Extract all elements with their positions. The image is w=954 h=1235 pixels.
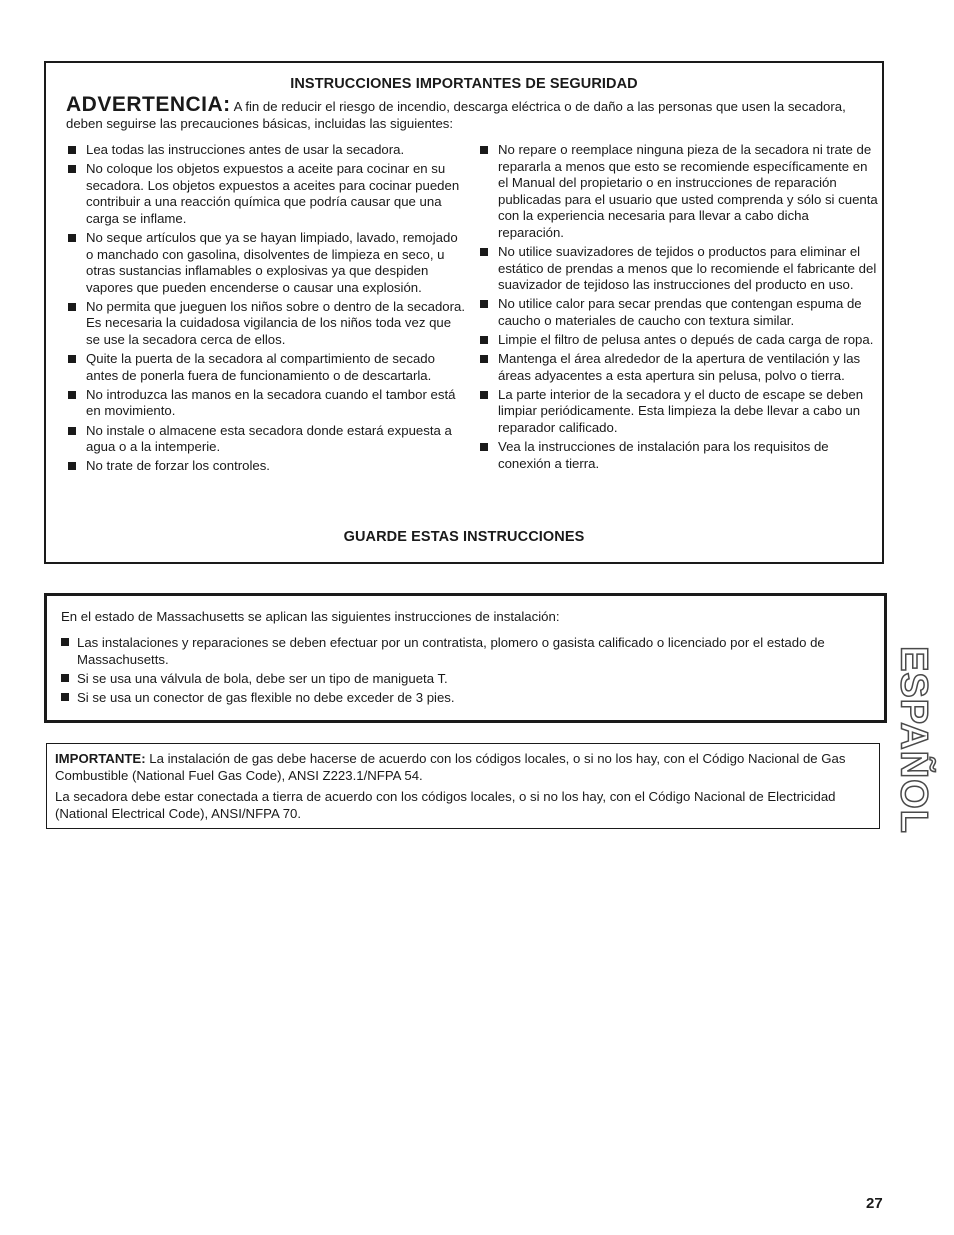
important-label: IMPORTANTE:	[55, 751, 146, 766]
list-item: Lea todas las instrucciones antes de usar la secadora.	[66, 142, 466, 159]
warning-paragraph	[66, 93, 866, 132]
list-item: Quite la puerta de la secadora al compartimiento de secado antes de ponerla fuera de funcionamiento o de descartarla.	[66, 351, 466, 384]
important-gas-text: La instalación de gas debe hacerse de acuerdo con los códigos locales, o si no los hay, con el Código Nacional de Gas Combustible (National Fuel Gas Code), ANSI Z223.1/NFPA 54.	[55, 751, 846, 783]
list-item: Limpie el filtro de pelusa antes o depués de cada carga de ropa.	[478, 332, 878, 349]
massachusetts-intro: En el estado de Massachusetts se aplican las siguientes instrucciones de instalación:	[61, 609, 560, 624]
page-number: 27	[866, 1195, 883, 1212]
important-box	[46, 743, 880, 829]
list-item: Mantenga el área alrededor de la apertura de ventilación y las áreas adyacentes a esta apertura sin pelusa, polvo o tierra.	[478, 351, 878, 384]
save-instructions-title: GUARDE ESTAS INSTRUCCIONES	[343, 529, 585, 545]
important-paragraph-gas	[55, 750, 870, 784]
safety-instructions-box	[44, 61, 884, 564]
important-paragraph-electric: La secadora debe estar conectada a tierra de acuerdo con los códigos locales, o si no los hay, con el Código Nacional de Electricidad (National Electrical Code), ANSI/NFPA 70.	[55, 789, 836, 821]
language-side-text: ESPAÑOL	[892, 646, 935, 834]
list-item: Las instalaciones y reparaciones se deben efectuar por un contratista, plomero o gasista calificado o licenciado por el estado de Massachusetts.	[61, 634, 871, 668]
warning-label: ADVERTENCIA:	[66, 93, 231, 116]
list-item: No introduzca las manos en la secadora cuando el tambor está en movimiento.	[66, 387, 466, 420]
list-item: No utilice calor para secar prendas que contengan espuma de caucho o materiales de caucho con textura similar.	[478, 296, 878, 329]
massachusetts-box	[44, 593, 887, 723]
safety-title: INSTRUCCIONES IMPORTANTES DE SEGURIDAD	[290, 76, 638, 92]
list-item: No coloque los objetos expuestos a aceite para cocinar en su secadora. Los objetos expuestos a aceites para cocinar pueden contribuir a una reacción química que podría causar que una carga se inflame.	[66, 161, 466, 227]
language-side-label	[893, 645, 933, 835]
warning-text: A fin de reducir el riesgo de incendio, descarga eléctrica o de daño a las personas que usen la secadora, deben seguirse las precauciones básicas, incluidas las siguientes:	[66, 99, 846, 131]
precautions-list-left	[66, 142, 466, 477]
precautions-list-right	[478, 142, 878, 475]
list-item: No instale o almacene esta secadora donde estará expuesta a agua o a la intemperie.	[66, 423, 466, 456]
list-item: No trate de forzar los controles.	[66, 458, 466, 475]
list-item: No repare o reemplace ninguna pieza de la secadora ni trate de repararla a menos que esto se recomiende específicamente en el Manual del propietario o en instrucciones de reparación publicadas para el usuario que usted comprenda y sólo si cuenta con la experiencia necesaria para llevar a cabo dicha reparación.	[478, 142, 878, 242]
list-item: Si se usa una válvula de bola, debe ser un tipo de manigueta T.	[61, 670, 871, 687]
list-item: La parte interior de la secadora y el ducto de escape se deben limpiar periódicamente. Esta limpieza la debe llevar a cabo un reparador calificado.	[478, 387, 878, 437]
massachusetts-list	[61, 634, 871, 708]
list-item: No utilice suavizadores de tejidos o productos para eliminar el estático de prendas a menos que lo recomiende el fabricante del suavizador de tejidoso las instrucciones del producto en uso.	[478, 244, 878, 294]
list-item: No permita que jueguen los niños sobre o dentro de la secadora. Es necesaria la cuidadosa vigilancia de los niños toda vez que se use la secadora cerca de ellos.	[66, 299, 466, 349]
list-item: Si se usa un conector de gas flexible no debe exceder de 3 pies.	[61, 689, 871, 706]
list-item: No seque artículos que ya se hayan limpiado, lavado, remojado o manchado con gasolina, disolventes de limpieza en seco, u otras sustancias inflamables o explosivas ya que despiden vapores que pueden encenderse o causar una explosión.	[66, 230, 466, 296]
list-item: Vea la instrucciones de instalación para los requisitos de conexión a tierra.	[478, 439, 878, 472]
